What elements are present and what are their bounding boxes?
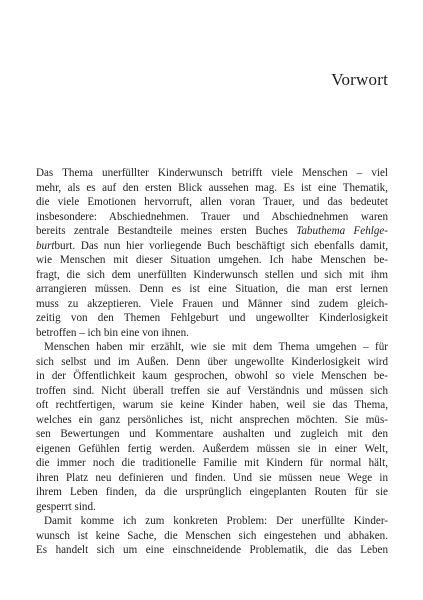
paragraph-1 [36,166,388,340]
chapter-title: Vorwort [331,70,388,89]
book-title: Tabuthema Fehlge- [296,225,388,237]
book-title: burt [36,239,55,252]
text-line: oft rechtfertigen, warum sie keine Kinder haben, weil sie das Thema, [36,399,388,411]
text-line: muss zu akzeptieren. Viele Frauen und Männer sind zudem gleich- [36,297,388,310]
text-line: wunsch ist keine Sache, die Menschen sich eingestehen und abhaken. [36,529,388,542]
text-line: insbesondere: Abschiednehmen. Trauer und Abschiednehmen waren [36,210,388,223]
text-line: mehr, als es auf den ersten Blick aussehen mag. Es ist eine Thematik, [36,181,388,194]
text-line: sen Bewertungen und Kommentare aushalten und zugleich mit den [36,428,388,440]
text-fragment: burt. Das nun hier vorliegende Buch beschäftigt sich ebenfalls damit, [54,239,388,252]
text-line: Damit komme ich zum konkreten Problem: Der unerfüllte Kinder- [44,515,388,527]
text-line: troffen sind. Nicht überall treffen sie auf Verständnis und müssen sich [36,384,388,397]
paragraph-3 [36,514,388,558]
text-line: arrangieren müssen. Denn es ist eine Situation, die man erst lernen [36,283,388,295]
text-line: Es handelt sich um eine einschneidende Problematik, die das Leben [36,544,388,556]
text-line: welches ein ganz persönliches ist, nicht ansprechen möchten. Sie müs- [36,413,388,426]
text-line: gesperrt sind. [36,500,96,513]
text-line: ihrem Leben finden, da die ursprünglich eingeplanten Routen für sie [36,486,388,498]
body-text [36,166,388,558]
paragraph-2 [36,340,388,514]
text-line: sich selbst und im Außen. Denn über ungewollte Kinderlosigkeit wird [36,355,388,368]
text-line: die viele Emotionen hervorruft, allen voran Trauer, und das bedeutet [36,196,388,208]
text-line: fragt, die sich dem unerfüllten Kinderwunsch stellen und sich mit ihm [36,268,388,281]
text-fragment: bereits zentrale Bestandteile meines ersten Buches [36,225,288,237]
text-line: eigenen Gefühlen fertig werden. Außerdem müssen sie in einer Welt, [36,442,388,455]
text-line: Menschen haben mir erzählt, wie sie mit dem Thema umgehen – für [44,341,388,353]
text-line: wie Menschen mit dieser Situation umgehen. Ich habe Menschen be- [36,254,388,266]
text-line: Das Thema unerfüllter Kinderwunsch betrifft viele Menschen – viel [36,167,388,179]
text-line [36,224,388,239]
text-line [36,239,388,254]
text-line: die immer noch die traditionelle Familie mit Kindern für normal hält, [36,457,388,469]
text-line: zeitig von den Themen Fehlgeburt und ungewollter Kinderlosigkeit [36,312,388,324]
text-line: in der Öffentlichkeit kaum gesprochen, obwohl so viele Menschen be- [36,370,388,382]
text-line: betroffen – ich bin eine von ihnen. [36,326,189,339]
text-line: ihren Platz neu definieren und finden. Und sie müssen neue Wege in [36,471,388,484]
